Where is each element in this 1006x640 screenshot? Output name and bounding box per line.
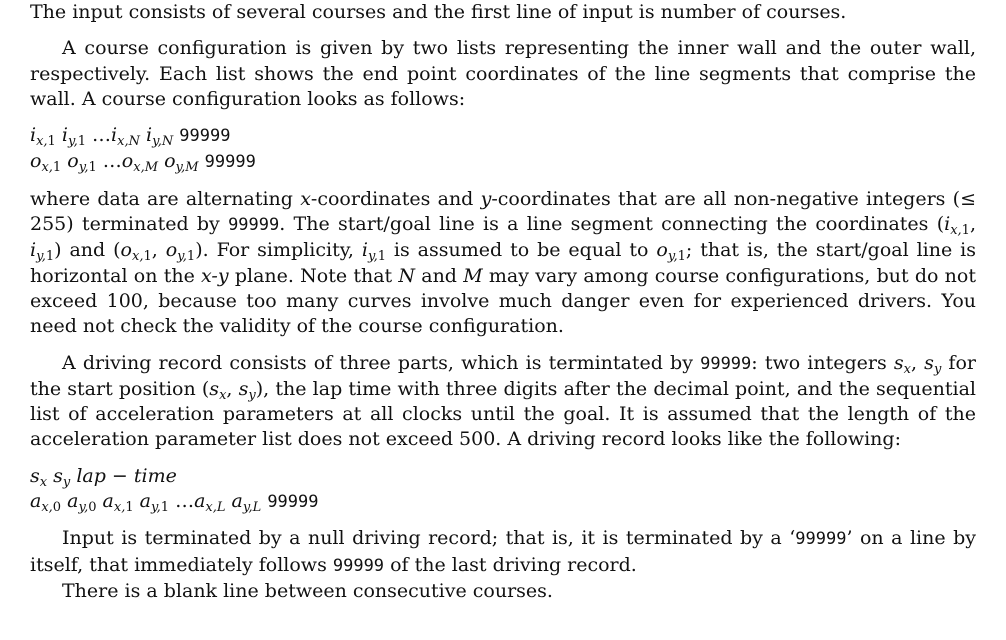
start-and-lap-format: $s_x$ $s_y$ lap − time: [30, 464, 177, 490]
course-config-format: [30, 123, 976, 176]
inner-wall-terminator: 99999: [179, 126, 231, 147]
outer-wall-format: $o_{x,1}$ $o_{y,1}$ $\dots o_{x,M}$ $o_{y,M}$ 99999: [30, 150, 256, 176]
lap-time-label: lap − time: [76, 464, 177, 487]
course-config-paragraph: A course configuration is given by two lists representing the inner wall and the outer wall, respectively. Each list shows the end point coordinates of the line segments that comprise the wall. A course configuration looks as follows:: [30, 37, 976, 110]
intro-paragraph: The input consists of several courses and the first line of input is number of courses.: [30, 1, 847, 23]
problem-statement: [30, 0, 976, 604]
where-paragraph: where data are alternating x-coordinates and y-coordinates that are all non-negative integers (≤ 255) terminated by 99999. The start/goal line is a line segment connecting the coordinates ($i_{x,1}$, $i_{y,1}$) and ($o_{x,1}$, $o_{y,1}$). For simplicity, $i_{y,1}$ is assumed to be equal to $o_{y,1}$; that is, the start/goal line is horizontal on the x-y plane. Note that N and M may vary among course configurations, but do not exceed 100, because too many curves involve much danger even for experienced drivers. You need not check the validity of the course configuration.: [30, 187, 976, 338]
inner-wall-format: $i_{x,1}$ $i_{y,1}$ $\dots i_{x,N}$ $i_{y,N}$ 99999: [30, 124, 231, 150]
acceleration-terminator: 99999: [267, 492, 319, 513]
termination-paragraph: Input is terminated by a null driving record; that is, it is terminated by a ‘99999’ on a line by itself, that immediately follows 99999 of the last driving record.: [30, 527, 976, 576]
acceleration-format: $a_{x,0}$ $a_{y,0}$ $a_{x,1}$ $a_{y,1}$ $\dots a_{x,L}$ $a_{y,L}$ 99999: [30, 490, 319, 516]
driving-record-paragraph: A driving record consists of three parts, which is termintated by 99999: two integers $s_x$, $s_y$ for the start position ($s_x$, $s_y$), the lap time with three digits after the decimal point, and the sequential list of acceleration parameters at all clocks until the goal. It is assumed that the length of the acceleration parameter list does not exceed 500. A driving record looks like the following:: [30, 351, 976, 451]
outer-wall-terminator: 99999: [204, 152, 256, 173]
blank-line-paragraph: There is a blank line between consecutive courses.: [62, 579, 553, 602]
driving-record-format: [30, 464, 976, 516]
